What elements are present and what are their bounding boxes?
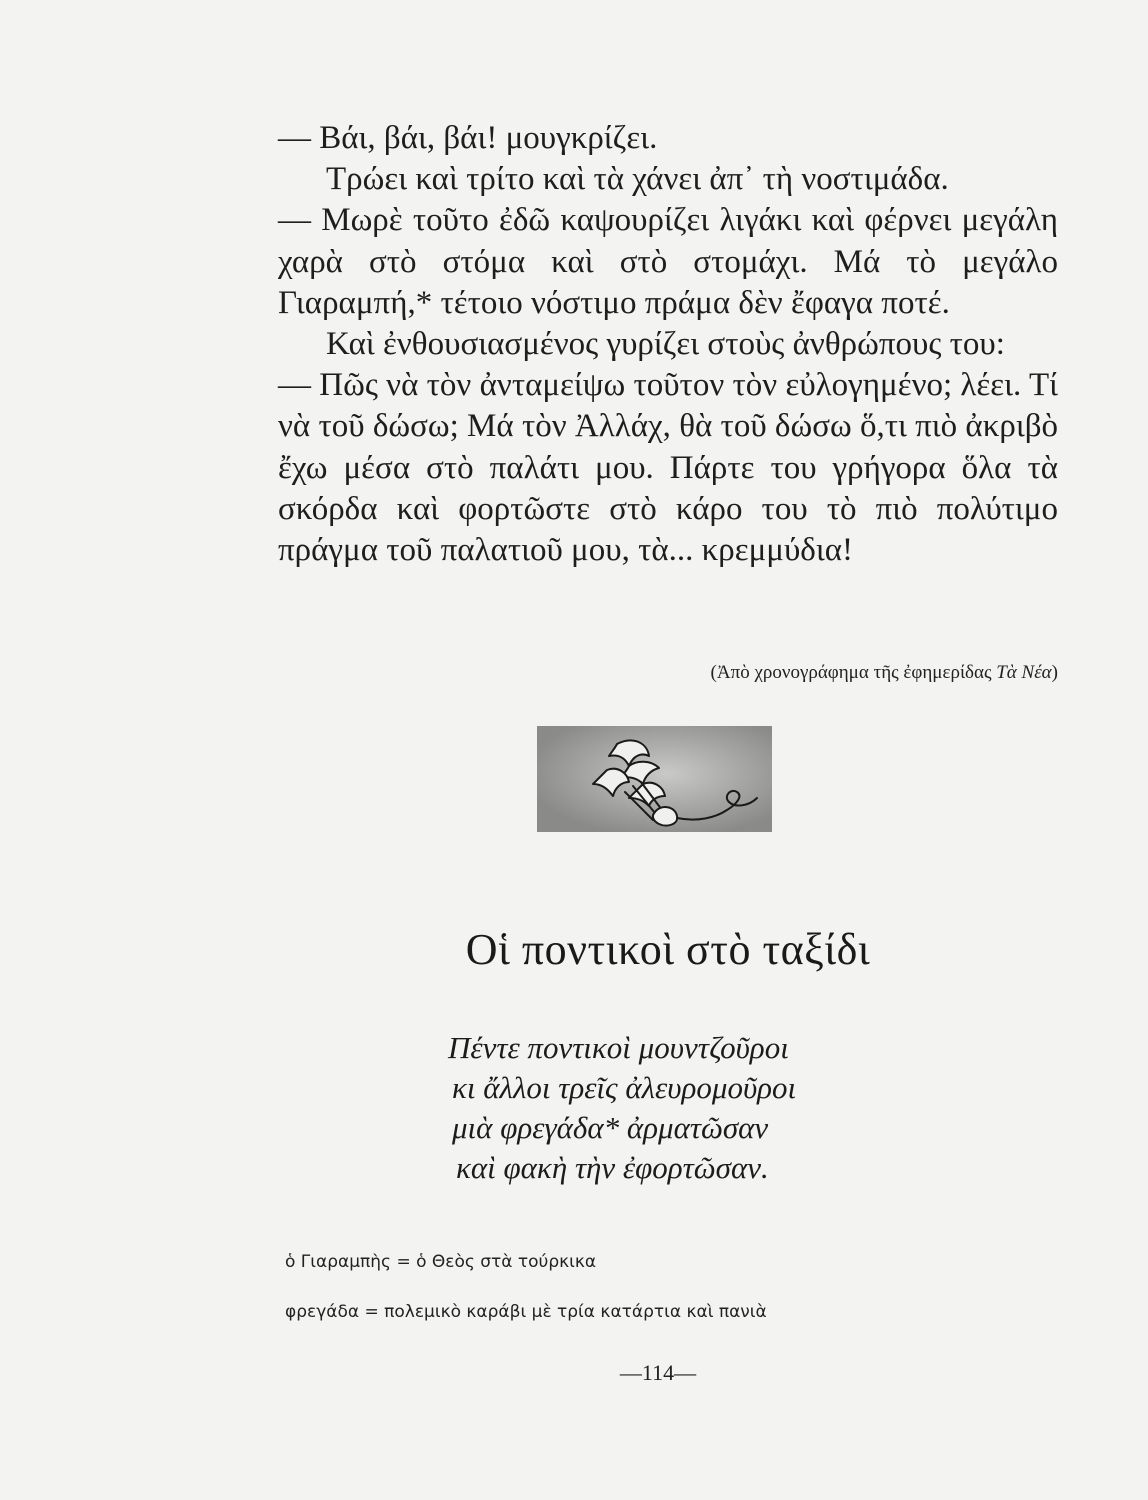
poem-line: κι ἄλλοι τρεῖς ἀλευρομοῦροι	[452, 1070, 797, 1105]
poem-line: Πέντε ποντικοὶ μουντζοῦροι	[448, 1030, 789, 1065]
poem-line: καὶ φακὴ τὴν ἐφορτῶσαν.	[456, 1150, 769, 1185]
page-number: —114—	[619, 1360, 697, 1385]
footnote-giarampis: ὁ Γιαραμπὴς = ὁ Θεὸς στὰ τούρκικα	[285, 1252, 597, 1272]
paragraph-exclamation: — Βάι, βάι, βάι! μουγκρίζει.	[278, 120, 658, 156]
onion-sprig-drawing	[537, 726, 772, 832]
poem-title: Οἱ ποντικοὶ στὸ ταξίδι	[465, 925, 871, 974]
source-prefix: (Ἀπὸ χρονογράφημα τῆς ἐφημερίδας	[710, 662, 992, 683]
poem-line: μιὰ φρεγάδα* ἀρματῶσαν	[452, 1110, 769, 1145]
story-text	[278, 118, 1058, 571]
paragraph-turns-to-people: Καὶ ἐνθουσιασμένος γυρίζει στοὺς ἀνθρώπους του:	[326, 326, 1005, 363]
paragraph-reward: — Πῶς νὰ τὸν ἀνταμείψω τοῦτον τὸν εὐλογημένο; λέει. Τί νὰ τοῦ δώσω; Μά τὸν Ἀλλάχ, θὰ τοῦ δώσω ὅ,τι πιὸ ἀκριβὸ ἔχω μέσα στὸ παλάτι μου. Πάρτε του γρήγορα ὅλα τὰ σκόρδα καὶ φορτῶστε στὸ κάρο του τὸ πιὸ πολύτιμο πράγμα τοῦ παλατιοῦ μου, τὰ... κρεμμύδια!	[278, 367, 1058, 569]
source-citation	[278, 662, 1058, 684]
newspaper-name: Τὰ Νέα	[996, 662, 1052, 683]
onion-sprig-illustration	[537, 726, 772, 832]
poem-stanza	[448, 1028, 888, 1188]
paragraph-praise: — Μωρὲ τοῦτο ἐδῶ καψουρίζει λιγάκι καὶ φέρνει μεγάλη χαρὰ στὸ στόμα καὶ στὸ στομάχι. Μά τὸ μεγάλο Γιαραμπή,* τέτοιο νόστιμο πράμα δὲν ἔφαγα ποτέ.	[278, 202, 1058, 321]
footnote-fregada: φρεγάδα = πολεμικὸ καράβι μὲ τρία κατάρτια καὶ πανιὰ	[285, 1302, 767, 1322]
source-suffix: )	[1051, 662, 1058, 683]
paragraph-eats-third: Τρώει καὶ τρίτο καὶ τὰ χάνει ἀπ᾽ τὴ νοστιμάδα.	[326, 161, 949, 198]
